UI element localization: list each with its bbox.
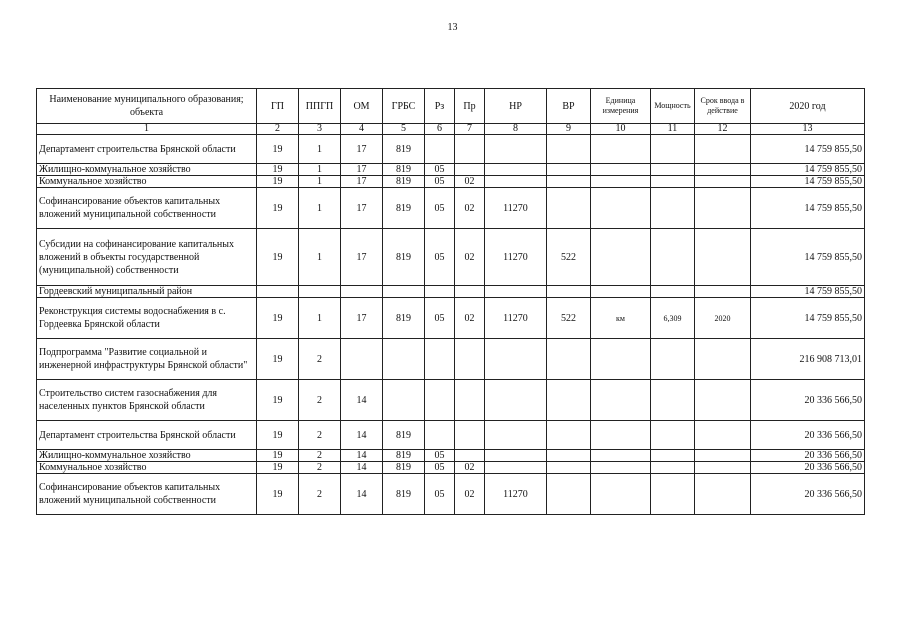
row-name: Строительство систем газоснабжения для населенных пунктов Брянской области <box>37 380 257 421</box>
row-cell <box>547 380 591 421</box>
table-row <box>37 188 865 229</box>
row-cell <box>651 380 695 421</box>
row-cell <box>455 380 485 421</box>
row-cell: 14 <box>341 474 383 515</box>
row-cell <box>651 164 695 176</box>
row-cell: 819 <box>383 462 425 474</box>
header-ppgp: ППГП <box>299 89 341 124</box>
row-cell: 19 <box>257 462 299 474</box>
row-cell <box>425 421 455 450</box>
row-cell <box>651 339 695 380</box>
row-cell <box>695 380 751 421</box>
row-cell: 2 <box>299 474 341 515</box>
row-cell <box>547 462 591 474</box>
row-cell <box>485 135 547 164</box>
row-cell <box>695 421 751 450</box>
column-number: 12 <box>695 124 751 135</box>
row-cell: 14 <box>341 380 383 421</box>
column-number: 10 <box>591 124 651 135</box>
row-cell: 02 <box>455 474 485 515</box>
row-cell: 19 <box>257 164 299 176</box>
row-cell <box>425 380 455 421</box>
row-cell <box>591 462 651 474</box>
column-number: 11 <box>651 124 695 135</box>
header-pr: Пр <box>455 89 485 124</box>
header-om: ОМ <box>341 89 383 124</box>
column-number: 9 <box>547 124 591 135</box>
row-cell: 1 <box>299 229 341 286</box>
column-number: 8 <box>485 124 547 135</box>
row-cell <box>651 229 695 286</box>
row-cell <box>547 474 591 515</box>
row-cell <box>455 164 485 176</box>
header-unit: Единица измерения <box>591 89 651 124</box>
row-cell: 522 <box>547 298 591 339</box>
column-number: 6 <box>425 124 455 135</box>
row-cell: 819 <box>383 188 425 229</box>
column-number: 7 <box>455 124 485 135</box>
row-cell: 11270 <box>485 474 547 515</box>
row-cell: 2 <box>299 339 341 380</box>
row-cell: 819 <box>383 164 425 176</box>
row-cell <box>383 380 425 421</box>
row-cell: 819 <box>383 474 425 515</box>
row-cell: 1 <box>299 135 341 164</box>
row-cell: 19 <box>257 421 299 450</box>
column-number: 3 <box>299 124 341 135</box>
row-name: Софинансирование объектов капитальных вложений муниципальной собственности <box>37 474 257 515</box>
table-row <box>37 339 865 380</box>
row-name: Субсидии на софинансирование капитальных вложений в объекты государственной (муниципальной) собственности <box>37 229 257 286</box>
row-cell <box>485 380 547 421</box>
row-amount: 20 336 566,50 <box>751 421 865 450</box>
row-cell: 05 <box>425 450 455 462</box>
row-cell <box>455 286 485 298</box>
row-cell: км <box>591 298 651 339</box>
row-cell <box>485 339 547 380</box>
row-amount: 14 759 855,50 <box>751 229 865 286</box>
row-cell <box>425 339 455 380</box>
row-cell <box>591 164 651 176</box>
row-cell: 2020 <box>695 298 751 339</box>
row-cell <box>425 286 455 298</box>
row-amount: 14 759 855,50 <box>751 164 865 176</box>
row-cell: 522 <box>547 229 591 286</box>
row-amount: 20 336 566,50 <box>751 450 865 462</box>
row-cell <box>695 176 751 188</box>
row-cell: 2 <box>299 462 341 474</box>
row-name: Коммунальное хозяйство <box>37 176 257 188</box>
row-cell <box>651 450 695 462</box>
row-cell <box>547 188 591 229</box>
column-number-row <box>37 124 865 135</box>
row-cell: 14 <box>341 450 383 462</box>
row-cell <box>591 380 651 421</box>
row-name: Департамент строительства Брянской области <box>37 135 257 164</box>
row-cell <box>485 462 547 474</box>
header-capacity: Мощность <box>651 89 695 124</box>
row-cell: 19 <box>257 298 299 339</box>
row-cell <box>651 286 695 298</box>
row-cell <box>591 339 651 380</box>
row-cell: 17 <box>341 135 383 164</box>
row-cell: 05 <box>425 229 455 286</box>
row-cell <box>695 462 751 474</box>
row-cell <box>651 188 695 229</box>
row-cell <box>591 229 651 286</box>
row-cell <box>695 164 751 176</box>
row-cell: 2 <box>299 421 341 450</box>
row-cell: 819 <box>383 135 425 164</box>
row-cell: 6,309 <box>651 298 695 339</box>
table-row <box>37 450 865 462</box>
table-row <box>37 421 865 450</box>
row-cell: 02 <box>455 462 485 474</box>
row-cell <box>651 421 695 450</box>
row-cell: 05 <box>425 176 455 188</box>
row-cell: 2 <box>299 450 341 462</box>
row-cell: 1 <box>299 164 341 176</box>
row-cell <box>651 135 695 164</box>
row-cell <box>651 474 695 515</box>
row-name: Департамент строительства Брянской области <box>37 421 257 450</box>
header-gp: ГП <box>257 89 299 124</box>
row-cell: 819 <box>383 176 425 188</box>
row-cell <box>695 474 751 515</box>
row-cell: 19 <box>257 135 299 164</box>
header-row <box>37 89 865 124</box>
row-amount: 20 336 566,50 <box>751 462 865 474</box>
table-row <box>37 298 865 339</box>
row-cell: 17 <box>341 188 383 229</box>
row-cell: 1 <box>299 188 341 229</box>
row-cell: 17 <box>341 164 383 176</box>
row-cell: 819 <box>383 298 425 339</box>
row-amount: 20 336 566,50 <box>751 474 865 515</box>
row-cell: 11270 <box>485 229 547 286</box>
row-cell: 11270 <box>485 298 547 339</box>
column-number: 13 <box>751 124 865 135</box>
row-name: Софинансирование объектов капитальных вложений муниципальной собственности <box>37 188 257 229</box>
row-amount: 14 759 855,50 <box>751 188 865 229</box>
row-cell: 19 <box>257 339 299 380</box>
row-cell <box>547 286 591 298</box>
table-body <box>37 135 865 515</box>
row-cell <box>695 339 751 380</box>
row-cell: 11270 <box>485 188 547 229</box>
header-grbs: ГРБС <box>383 89 425 124</box>
table-row <box>37 164 865 176</box>
row-name: Гордеевский муниципальный район <box>37 286 257 298</box>
header-name: Наименование муниципального образования; объекта <box>37 89 257 124</box>
header-nr: НР <box>485 89 547 124</box>
row-cell: 17 <box>341 229 383 286</box>
row-amount: 20 336 566,50 <box>751 380 865 421</box>
row-cell: 14 <box>341 462 383 474</box>
table-row <box>37 474 865 515</box>
row-cell <box>455 450 485 462</box>
header-commissioning: Срок ввода в действие <box>695 89 751 124</box>
row-cell <box>257 286 299 298</box>
header-vr: ВР <box>547 89 591 124</box>
row-cell <box>695 188 751 229</box>
row-cell: 14 <box>341 421 383 450</box>
row-name: Коммунальное хозяйство <box>37 462 257 474</box>
row-cell: 819 <box>383 421 425 450</box>
row-cell <box>695 450 751 462</box>
row-cell: 19 <box>257 474 299 515</box>
budget-table <box>36 88 865 515</box>
row-cell <box>341 286 383 298</box>
row-cell <box>485 176 547 188</box>
row-cell: 05 <box>425 188 455 229</box>
row-cell <box>383 286 425 298</box>
table-row <box>37 229 865 286</box>
row-cell <box>591 176 651 188</box>
row-cell <box>547 339 591 380</box>
row-name: Жилищно-коммунальное хозяйство <box>37 450 257 462</box>
column-number: 4 <box>341 124 383 135</box>
row-cell: 19 <box>257 380 299 421</box>
row-cell: 2 <box>299 380 341 421</box>
column-number: 1 <box>37 124 257 135</box>
table-row <box>37 135 865 164</box>
row-cell: 819 <box>383 450 425 462</box>
row-cell <box>591 450 651 462</box>
table-row <box>37 380 865 421</box>
row-cell: 02 <box>455 298 485 339</box>
row-cell <box>425 135 455 164</box>
row-cell: 1 <box>299 176 341 188</box>
column-number: 5 <box>383 124 425 135</box>
row-cell <box>341 339 383 380</box>
row-cell <box>455 135 485 164</box>
row-cell <box>299 286 341 298</box>
row-amount: 14 759 855,50 <box>751 298 865 339</box>
row-cell <box>547 135 591 164</box>
table-row <box>37 286 865 298</box>
row-cell: 05 <box>425 298 455 339</box>
row-cell: 19 <box>257 176 299 188</box>
row-amount: 14 759 855,50 <box>751 135 865 164</box>
row-cell: 19 <box>257 229 299 286</box>
header-rz: Рз <box>425 89 455 124</box>
row-cell <box>651 176 695 188</box>
row-cell <box>455 339 485 380</box>
row-cell: 02 <box>455 176 485 188</box>
row-cell: 1 <box>299 298 341 339</box>
row-amount: 14 759 855,50 <box>751 176 865 188</box>
page-number: 13 <box>447 22 458 33</box>
row-cell: 05 <box>425 462 455 474</box>
row-name: Подпрограмма "Развитие социальной и инженерной инфраструктуры Брянской области" <box>37 339 257 380</box>
row-cell: 05 <box>425 164 455 176</box>
header-year-2020: 2020 год <box>751 89 865 124</box>
row-cell <box>591 188 651 229</box>
row-cell <box>591 286 651 298</box>
row-cell <box>591 474 651 515</box>
row-cell <box>547 164 591 176</box>
row-cell: 05 <box>425 474 455 515</box>
row-cell <box>485 421 547 450</box>
column-number: 2 <box>257 124 299 135</box>
row-cell <box>591 135 651 164</box>
row-cell <box>455 421 485 450</box>
row-cell <box>695 286 751 298</box>
row-cell <box>547 176 591 188</box>
row-cell: 02 <box>455 188 485 229</box>
row-amount: 216 908 713,01 <box>751 339 865 380</box>
row-cell <box>485 450 547 462</box>
row-cell <box>651 462 695 474</box>
row-cell <box>591 421 651 450</box>
row-cell <box>485 286 547 298</box>
row-cell: 02 <box>455 229 485 286</box>
table-row <box>37 176 865 188</box>
row-name: Жилищно-коммунальное хозяйство <box>37 164 257 176</box>
row-cell: 819 <box>383 229 425 286</box>
table-row <box>37 462 865 474</box>
row-cell: 19 <box>257 188 299 229</box>
row-cell <box>547 421 591 450</box>
row-cell <box>485 164 547 176</box>
row-cell: 17 <box>341 176 383 188</box>
row-cell <box>547 450 591 462</box>
row-cell: 17 <box>341 298 383 339</box>
row-name: Реконструкция системы водоснабжения в с. Гордеевка Брянской области <box>37 298 257 339</box>
row-cell <box>695 135 751 164</box>
row-amount: 14 759 855,50 <box>751 286 865 298</box>
row-cell <box>695 229 751 286</box>
row-cell: 19 <box>257 450 299 462</box>
row-cell <box>383 339 425 380</box>
